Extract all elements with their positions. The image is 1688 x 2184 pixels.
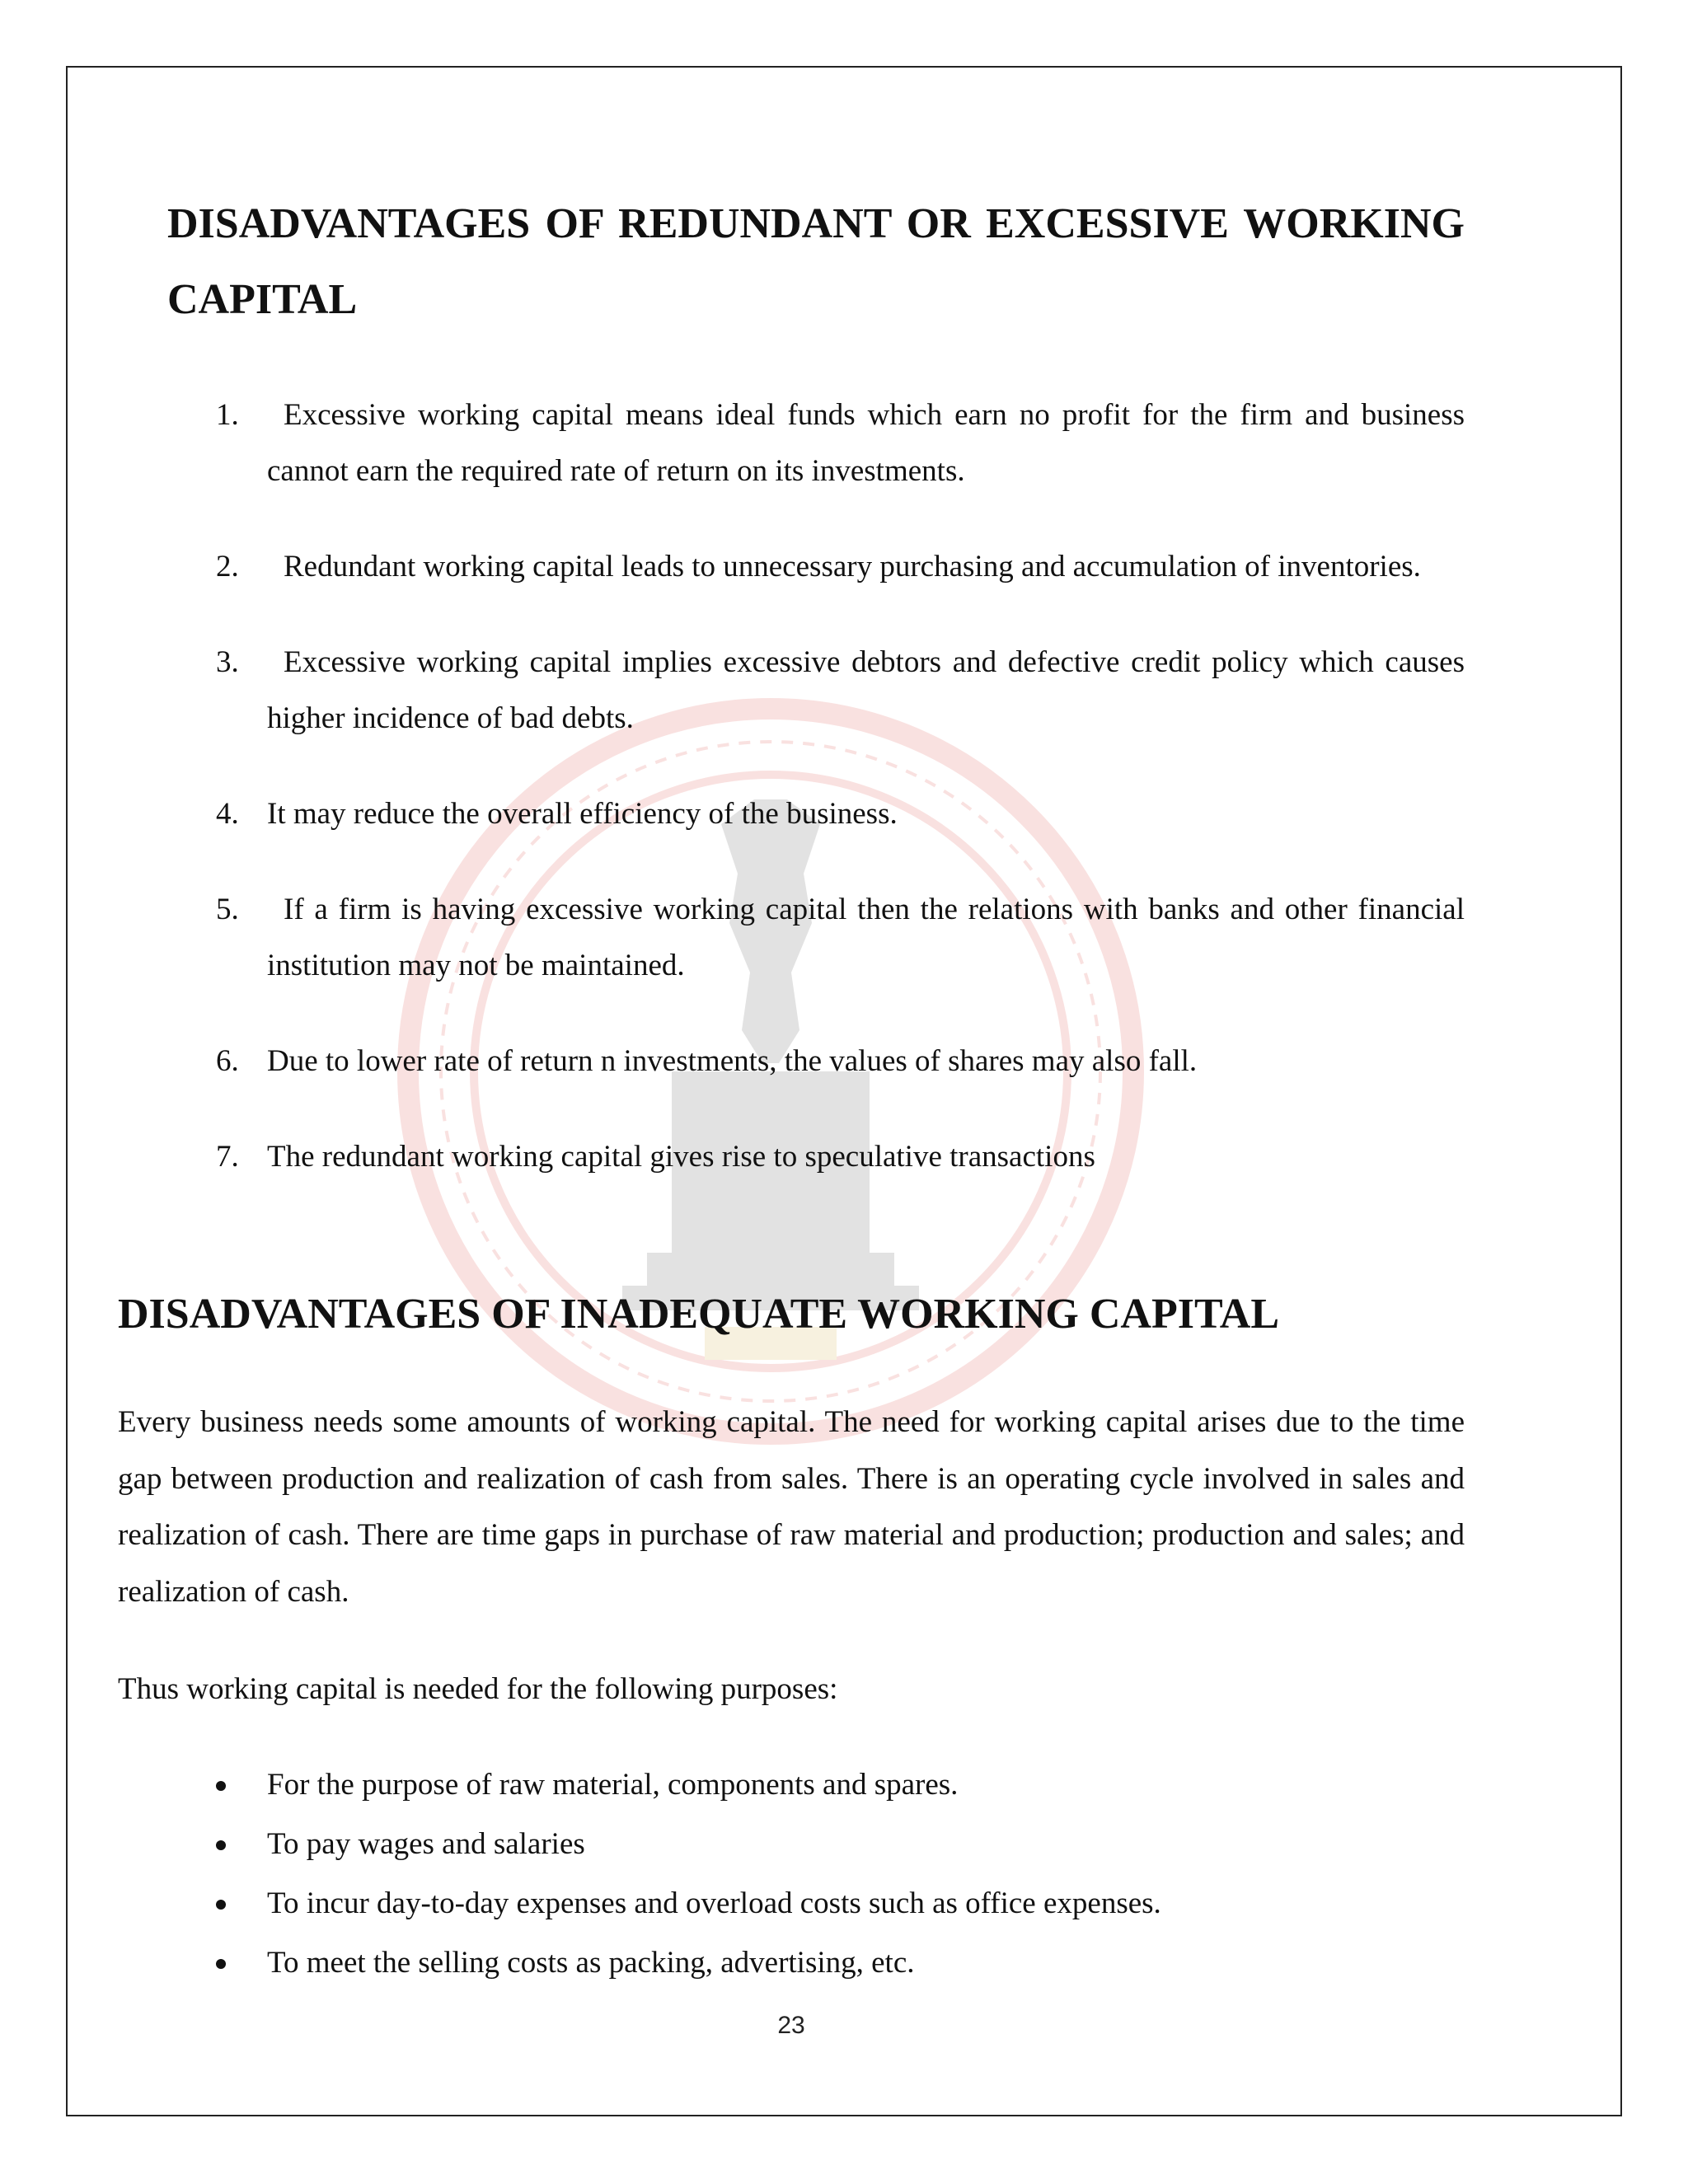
list-item-number: 6. [216,1044,239,1078]
list-item-text: The redundant working capital gives rise to speculative transactions [267,1140,1095,1174]
list-item-text: Excessive working capital means ideal funds which earn no profit for the firm and business cannot earn the required rate of return on its investments. [267,398,1465,488]
bullet-item [216,1874,1465,1933]
bullet-text: To pay wages and salaries [267,1827,585,1861]
bullet-dot-icon [216,1959,226,1969]
list-item [216,635,1465,747]
bullet-dot-icon [216,1840,226,1850]
body-paragraph: Thus working capital is needed for the following purposes: [118,1672,838,1706]
list-item-number: 2. [216,550,239,583]
list-item-text: Redundant working capital leads to unnecessary purchasing and accumulation of inventories. [284,550,1421,583]
list-item-number: 3. [216,645,239,679]
bullet-text: To incur day-to-day expenses and overload costs such as office expenses. [267,1886,1161,1920]
bullet-text: For the purpose of raw material, components and spares. [267,1768,959,1802]
list-item [216,882,1465,994]
list-item [216,539,1465,595]
list-item-number: 4. [216,797,239,831]
heading-inadequate-working-capital: DISADVANTAGES OF INADEQUATE WORKING CAPITAL [118,1291,1280,1338]
list-item [216,1033,1465,1090]
bullet-dot-icon [216,1900,226,1910]
body-paragraph: Every business needs some amounts of working capital. The need for working capital arises due to the time gap between production and realization of cash from sales. There is an operating cycle involved in sales and realization of cash. There are time gaps in purchase of raw material and production; production and sales; and realization of cash. [118,1405,1465,1609]
list-item-text: If a firm is having excessive working capital then the relations with banks and other financial institution may not be maintained. [267,893,1465,982]
list-item-text: Due to lower rate of return n investments, the values of shares may also fall. [267,1044,1198,1078]
page-number: 23 [777,2012,805,2039]
bullet-item [216,1933,1465,1993]
bullet-item [216,1755,1465,1815]
list-item-number: 7. [216,1140,239,1174]
list-item-number: 5. [216,893,239,926]
list-item-number: 1. [216,398,239,432]
list-item-text: It may reduce the overall efficiency of the business. [267,797,898,831]
bullet-item [216,1815,1465,1874]
list-item [216,786,1465,842]
heading-redundant-working-capital: DISADVANTAGES OF REDUNDANT OR EXCESSIVE WORKING CAPITAL [167,200,1465,323]
list-item [216,387,1465,499]
list-item [216,1129,1465,1185]
bullet-dot-icon [216,1781,226,1791]
purposes-bullet-list [216,1755,1465,1993]
bullet-text: To meet the selling costs as packing, advertising, etc. [267,1946,915,1980]
redundant-disadvantages-list [216,387,1465,1225]
list-item-text: Excessive working capital implies excessive debtors and defective credit policy which causes higher incidence of bad debts. [267,645,1465,735]
